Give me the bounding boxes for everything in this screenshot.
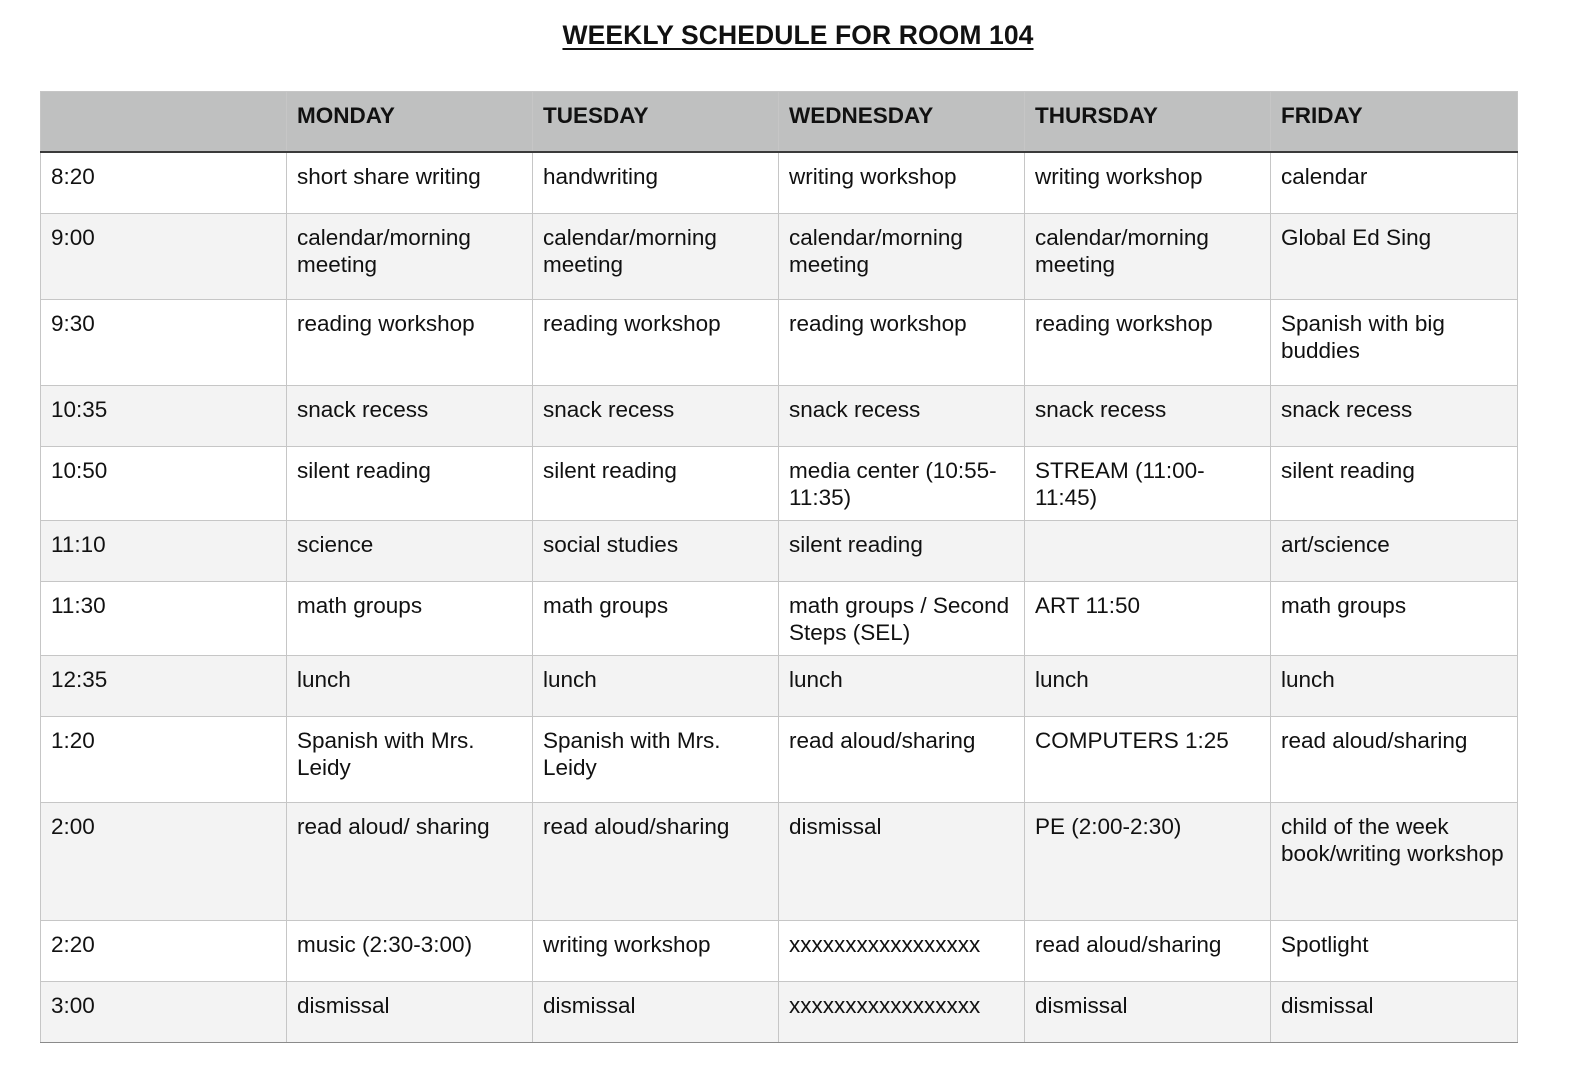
cell-thursday: STREAM (11:00-11:45) [1025, 446, 1271, 520]
cell-thursday: dismissal [1025, 981, 1271, 1042]
table-row [41, 520, 1518, 581]
cell-monday: read aloud/ sharing [287, 802, 533, 920]
header-cell-time [41, 92, 287, 153]
cell-friday: snack recess [1271, 385, 1518, 446]
cell-wednesday: snack recess [779, 385, 1025, 446]
cell-friday: read aloud/sharing [1271, 716, 1518, 802]
header-cell-thursday: THURSDAY [1025, 92, 1271, 153]
table-row [41, 802, 1518, 920]
cell-friday: art/science [1271, 520, 1518, 581]
cell-wednesday: writing workshop [779, 152, 1025, 213]
cell-monday: math groups [287, 581, 533, 655]
cell-wednesday: xxxxxxxxxxxxxxxxx [779, 920, 1025, 981]
time-cell: 9:30 [41, 299, 287, 385]
cell-thursday: ART 11:50 [1025, 581, 1271, 655]
cell-friday: child of the week book/writing workshop [1271, 802, 1518, 920]
cell-thursday: COMPUTERS 1:25 [1025, 716, 1271, 802]
cell-tuesday: math groups [533, 581, 779, 655]
cell-thursday: PE (2:00-2:30) [1025, 802, 1271, 920]
cell-thursday: writing workshop [1025, 152, 1271, 213]
time-cell: 12:35 [41, 655, 287, 716]
header-cell-wednesday: WEDNESDAY [779, 92, 1025, 153]
cell-tuesday: snack recess [533, 385, 779, 446]
cell-friday: calendar [1271, 152, 1518, 213]
cell-tuesday: lunch [533, 655, 779, 716]
cell-friday: dismissal [1271, 981, 1518, 1042]
cell-tuesday: read aloud/sharing [533, 802, 779, 920]
cell-wednesday: reading workshop [779, 299, 1025, 385]
table-row [41, 446, 1518, 520]
cell-wednesday: xxxxxxxxxxxxxxxxx [779, 981, 1025, 1042]
cell-friday: silent reading [1271, 446, 1518, 520]
cell-monday: snack recess [287, 385, 533, 446]
time-cell: 8:20 [41, 152, 287, 213]
table-row [41, 716, 1518, 802]
cell-monday: short share writing [287, 152, 533, 213]
cell-wednesday: math groups / Second Steps (SEL) [779, 581, 1025, 655]
header-cell-monday: MONDAY [287, 92, 533, 153]
cell-monday: calendar/morning meeting [287, 213, 533, 299]
time-cell: 11:10 [41, 520, 287, 581]
cell-monday: science [287, 520, 533, 581]
table-row [41, 581, 1518, 655]
cell-wednesday: dismissal [779, 802, 1025, 920]
cell-thursday: reading workshop [1025, 299, 1271, 385]
cell-wednesday: lunch [779, 655, 1025, 716]
cell-tuesday: dismissal [533, 981, 779, 1042]
cell-tuesday: writing workshop [533, 920, 779, 981]
cell-friday: Spanish with big buddies [1271, 299, 1518, 385]
cell-monday: Spanish with Mrs. Leidy [287, 716, 533, 802]
cell-wednesday: media center (10:55-11:35) [779, 446, 1025, 520]
cell-tuesday: social studies [533, 520, 779, 581]
cell-thursday: lunch [1025, 655, 1271, 716]
cell-monday: reading workshop [287, 299, 533, 385]
page-title: WEEKLY SCHEDULE FOR ROOM 104 [562, 20, 1034, 50]
cell-thursday [1025, 520, 1271, 581]
cell-tuesday: calendar/morning meeting [533, 213, 779, 299]
schedule-table [40, 91, 1518, 1043]
cell-thursday: snack recess [1025, 385, 1271, 446]
table-row [41, 920, 1518, 981]
cell-friday: math groups [1271, 581, 1518, 655]
cell-thursday: read aloud/sharing [1025, 920, 1271, 981]
table-row [41, 385, 1518, 446]
time-cell: 3:00 [41, 981, 287, 1042]
cell-monday: dismissal [287, 981, 533, 1042]
cell-monday: music (2:30-3:00) [287, 920, 533, 981]
cell-wednesday: silent reading [779, 520, 1025, 581]
cell-tuesday: reading workshop [533, 299, 779, 385]
time-cell: 2:00 [41, 802, 287, 920]
cell-wednesday: calendar/morning meeting [779, 213, 1025, 299]
cell-tuesday: Spanish with Mrs. Leidy [533, 716, 779, 802]
schedule-body [41, 152, 1518, 1042]
table-row [41, 152, 1518, 213]
cell-friday: Global Ed Sing [1271, 213, 1518, 299]
table-row [41, 981, 1518, 1042]
cell-monday: silent reading [287, 446, 533, 520]
time-cell: 11:30 [41, 581, 287, 655]
cell-wednesday: read aloud/sharing [779, 716, 1025, 802]
cell-tuesday: silent reading [533, 446, 779, 520]
cell-friday: Spotlight [1271, 920, 1518, 981]
header-row [41, 92, 1518, 153]
table-row [41, 213, 1518, 299]
time-cell: 10:35 [41, 385, 287, 446]
header-cell-tuesday: TUESDAY [533, 92, 779, 153]
cell-tuesday: handwriting [533, 152, 779, 213]
header-cell-friday: FRIDAY [1271, 92, 1518, 153]
table-row [41, 299, 1518, 385]
cell-monday: lunch [287, 655, 533, 716]
time-cell: 1:20 [41, 716, 287, 802]
cell-friday: lunch [1271, 655, 1518, 716]
time-cell: 9:00 [41, 213, 287, 299]
time-cell: 2:20 [41, 920, 287, 981]
cell-thursday: calendar/morning meeting [1025, 213, 1271, 299]
time-cell: 10:50 [41, 446, 287, 520]
table-row [41, 655, 1518, 716]
